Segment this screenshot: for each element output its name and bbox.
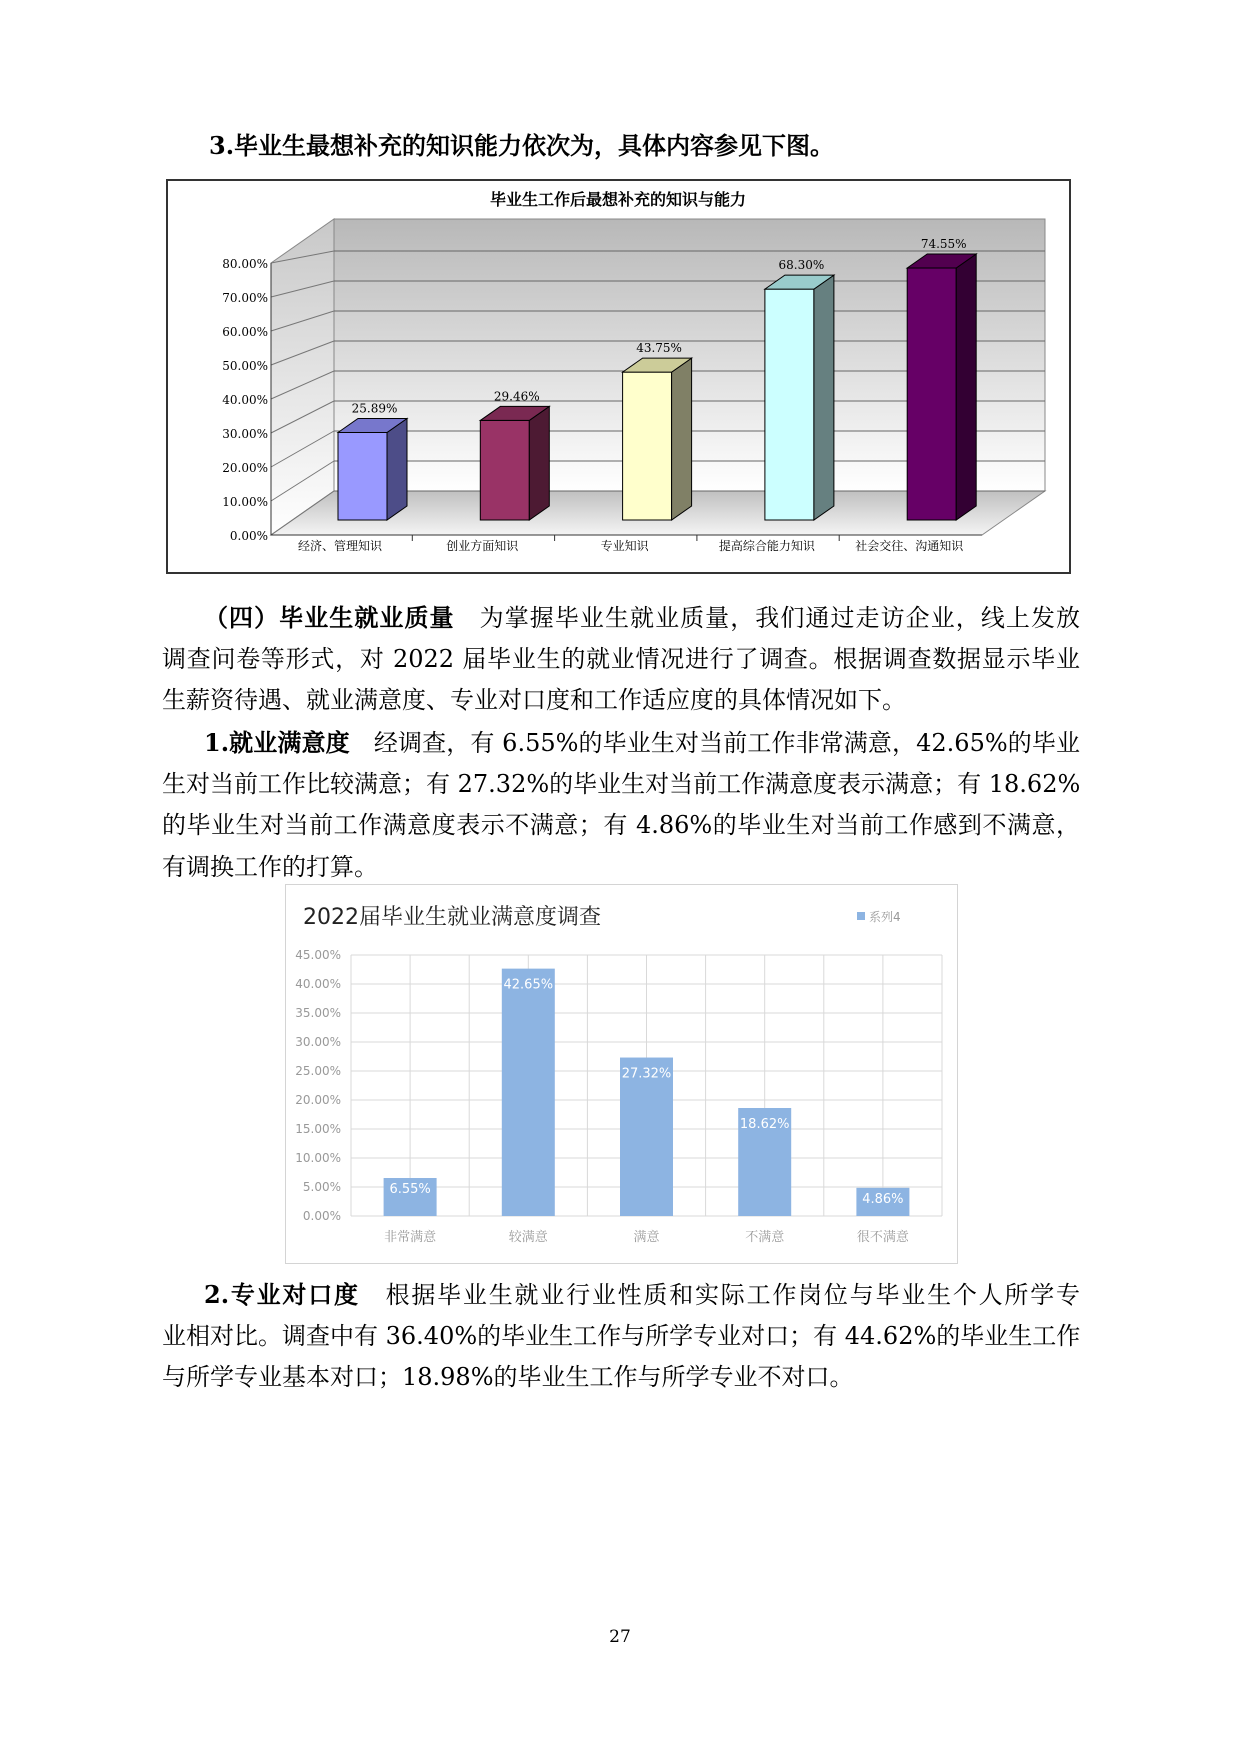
x-tick-label: 很不满意 bbox=[856, 1230, 909, 1245]
bar-side bbox=[672, 358, 692, 520]
legend-swatch bbox=[857, 912, 865, 920]
data-label: 27.32% bbox=[621, 1066, 672, 1082]
y-tick-label: 80.00% bbox=[222, 257, 268, 271]
y-tick-label: 50.00% bbox=[222, 359, 268, 373]
paragraph-text: 根据毕业生就业行业性质和实际工作岗位与毕业生个人所学专 bbox=[359, 1281, 1081, 1309]
bar-front bbox=[480, 420, 529, 520]
section-heading: 3.毕业生最想补充的知识能力依次为，具体内容参见下图。 bbox=[209, 131, 835, 160]
paragraph-line bbox=[162, 805, 1080, 847]
paragraph-text: 的毕业生对当前工作满意度表示不满意；有 4.86%的毕业生对当前工作感到不满意， bbox=[162, 811, 1080, 839]
y-tick-label: 35.00% bbox=[295, 1006, 341, 1020]
y-tick-label: 30.00% bbox=[222, 427, 268, 441]
y-tick-label: 40.00% bbox=[295, 977, 341, 991]
y-tick-label: 30.00% bbox=[295, 1035, 341, 1049]
y-tick-label: 25.00% bbox=[295, 1064, 341, 1078]
y-tick-label: 0.00% bbox=[229, 529, 268, 543]
page-number: 27 bbox=[609, 1627, 631, 1647]
side-wall bbox=[271, 219, 334, 535]
y-tick-label: 40.00% bbox=[222, 393, 268, 407]
y-tick-label: 15.00% bbox=[295, 1122, 341, 1136]
satisfaction-chart bbox=[285, 884, 958, 1264]
y-tick-label: 10.00% bbox=[295, 1151, 341, 1165]
x-tick-label: 不满意 bbox=[745, 1230, 785, 1245]
paragraph-text: 有调换工作的打算。 bbox=[162, 852, 378, 881]
paragraph-lead: 2.专业对口度 bbox=[204, 1280, 360, 1309]
paragraph-text: 业相对比。调查中有 36.40%的毕业生工作与所学专业对口；有 44.62%的毕业生工作 bbox=[162, 1321, 1081, 1350]
bar bbox=[502, 969, 555, 1216]
satisfaction-chart-svg bbox=[286, 885, 956, 1262]
paragraph-text: 与所学专业基本对口；18.98%的毕业生工作与所学专业不对口。 bbox=[162, 1363, 854, 1391]
x-tick-label: 满意 bbox=[633, 1230, 660, 1245]
y-tick-label: 0.00% bbox=[302, 1209, 341, 1223]
bar-front bbox=[765, 289, 814, 520]
paragraph-text: 生薪资待遇、就业满意度、专业对口度和工作适应度的具体情况如下。 bbox=[162, 686, 906, 714]
paragraph-lead: 1.就业满意度 bbox=[204, 728, 350, 757]
paragraph-line bbox=[162, 1316, 1080, 1358]
data-label: 74.55% bbox=[920, 237, 967, 252]
paragraph-line bbox=[162, 680, 1080, 722]
y-tick-label: 10.00% bbox=[222, 495, 268, 509]
bar-side bbox=[387, 418, 407, 520]
paragraph-line bbox=[162, 847, 1080, 889]
paragraph-text: 为掌握毕业生就业质量，我们通过走访企业，线上发放 bbox=[454, 604, 1081, 632]
paragraph-lead: （四）毕业生就业质量 bbox=[204, 603, 455, 632]
bar-front bbox=[907, 268, 956, 520]
paragraph-line bbox=[162, 722, 1080, 764]
y-tick-label: 20.00% bbox=[222, 461, 268, 475]
chart-title: 毕业生工作后最想补充的知识与能力 bbox=[489, 190, 747, 209]
bar-side bbox=[529, 406, 549, 520]
paragraph-text: 调查问卷等形式，对 2022 届毕业生的就业情况进行了调查。根据调查数据显示毕业 bbox=[162, 644, 1080, 673]
bar-front bbox=[338, 432, 387, 520]
bar-side bbox=[956, 254, 976, 520]
y-tick-label: 70.00% bbox=[222, 291, 268, 305]
data-label: 4.86% bbox=[862, 1191, 904, 1207]
data-label: 29.46% bbox=[493, 389, 540, 404]
x-tick-label: 较满意 bbox=[508, 1230, 548, 1245]
paragraph-line bbox=[162, 1357, 1080, 1399]
x-tick-label: 专业知识 bbox=[600, 539, 649, 553]
data-label: 43.75% bbox=[636, 341, 682, 356]
x-tick-label: 创业方面知识 bbox=[446, 539, 519, 553]
bar-front bbox=[623, 372, 672, 520]
paragraph-text: 生对当前工作比较满意；有 27.32%的毕业生对当前工作满意度表示满意；有 18.62% bbox=[162, 769, 1081, 798]
y-tick-label: 45.00% bbox=[295, 948, 341, 962]
knowledge-chart bbox=[166, 179, 1071, 574]
x-tick-label: 社会交往、沟通知识 bbox=[855, 539, 964, 553]
x-tick-label: 提高综合能力知识 bbox=[718, 539, 815, 553]
data-label: 68.30% bbox=[778, 258, 825, 273]
paragraph bbox=[162, 597, 1080, 722]
data-label: 18.62% bbox=[739, 1117, 790, 1133]
data-label: 6.55% bbox=[389, 1182, 431, 1198]
legend-label: 系列4 bbox=[869, 910, 901, 924]
y-tick-label: 20.00% bbox=[295, 1093, 341, 1107]
x-tick-label: 经济、管理知识 bbox=[297, 539, 383, 553]
paragraph-text: 经调查，有 6.55%的毕业生对当前工作非常满意，42.65%的毕业 bbox=[349, 729, 1080, 757]
paragraph bbox=[162, 1274, 1080, 1399]
data-label: 25.89% bbox=[351, 401, 398, 416]
data-label: 42.65% bbox=[503, 977, 554, 993]
knowledge-chart-svg bbox=[168, 181, 1069, 572]
paragraph-line bbox=[162, 764, 1080, 806]
x-tick-label: 非常满意 bbox=[384, 1230, 437, 1245]
y-tick-label: 60.00% bbox=[222, 325, 268, 339]
paragraph-line bbox=[162, 1274, 1080, 1316]
paragraph-line bbox=[162, 597, 1080, 639]
paragraph bbox=[162, 722, 1080, 888]
paragraph-line bbox=[162, 639, 1080, 681]
y-tick-label: 5.00% bbox=[302, 1180, 341, 1194]
chart-title: 2022届毕业生就业满意度调查 bbox=[303, 905, 601, 930]
bar-side bbox=[814, 275, 834, 520]
